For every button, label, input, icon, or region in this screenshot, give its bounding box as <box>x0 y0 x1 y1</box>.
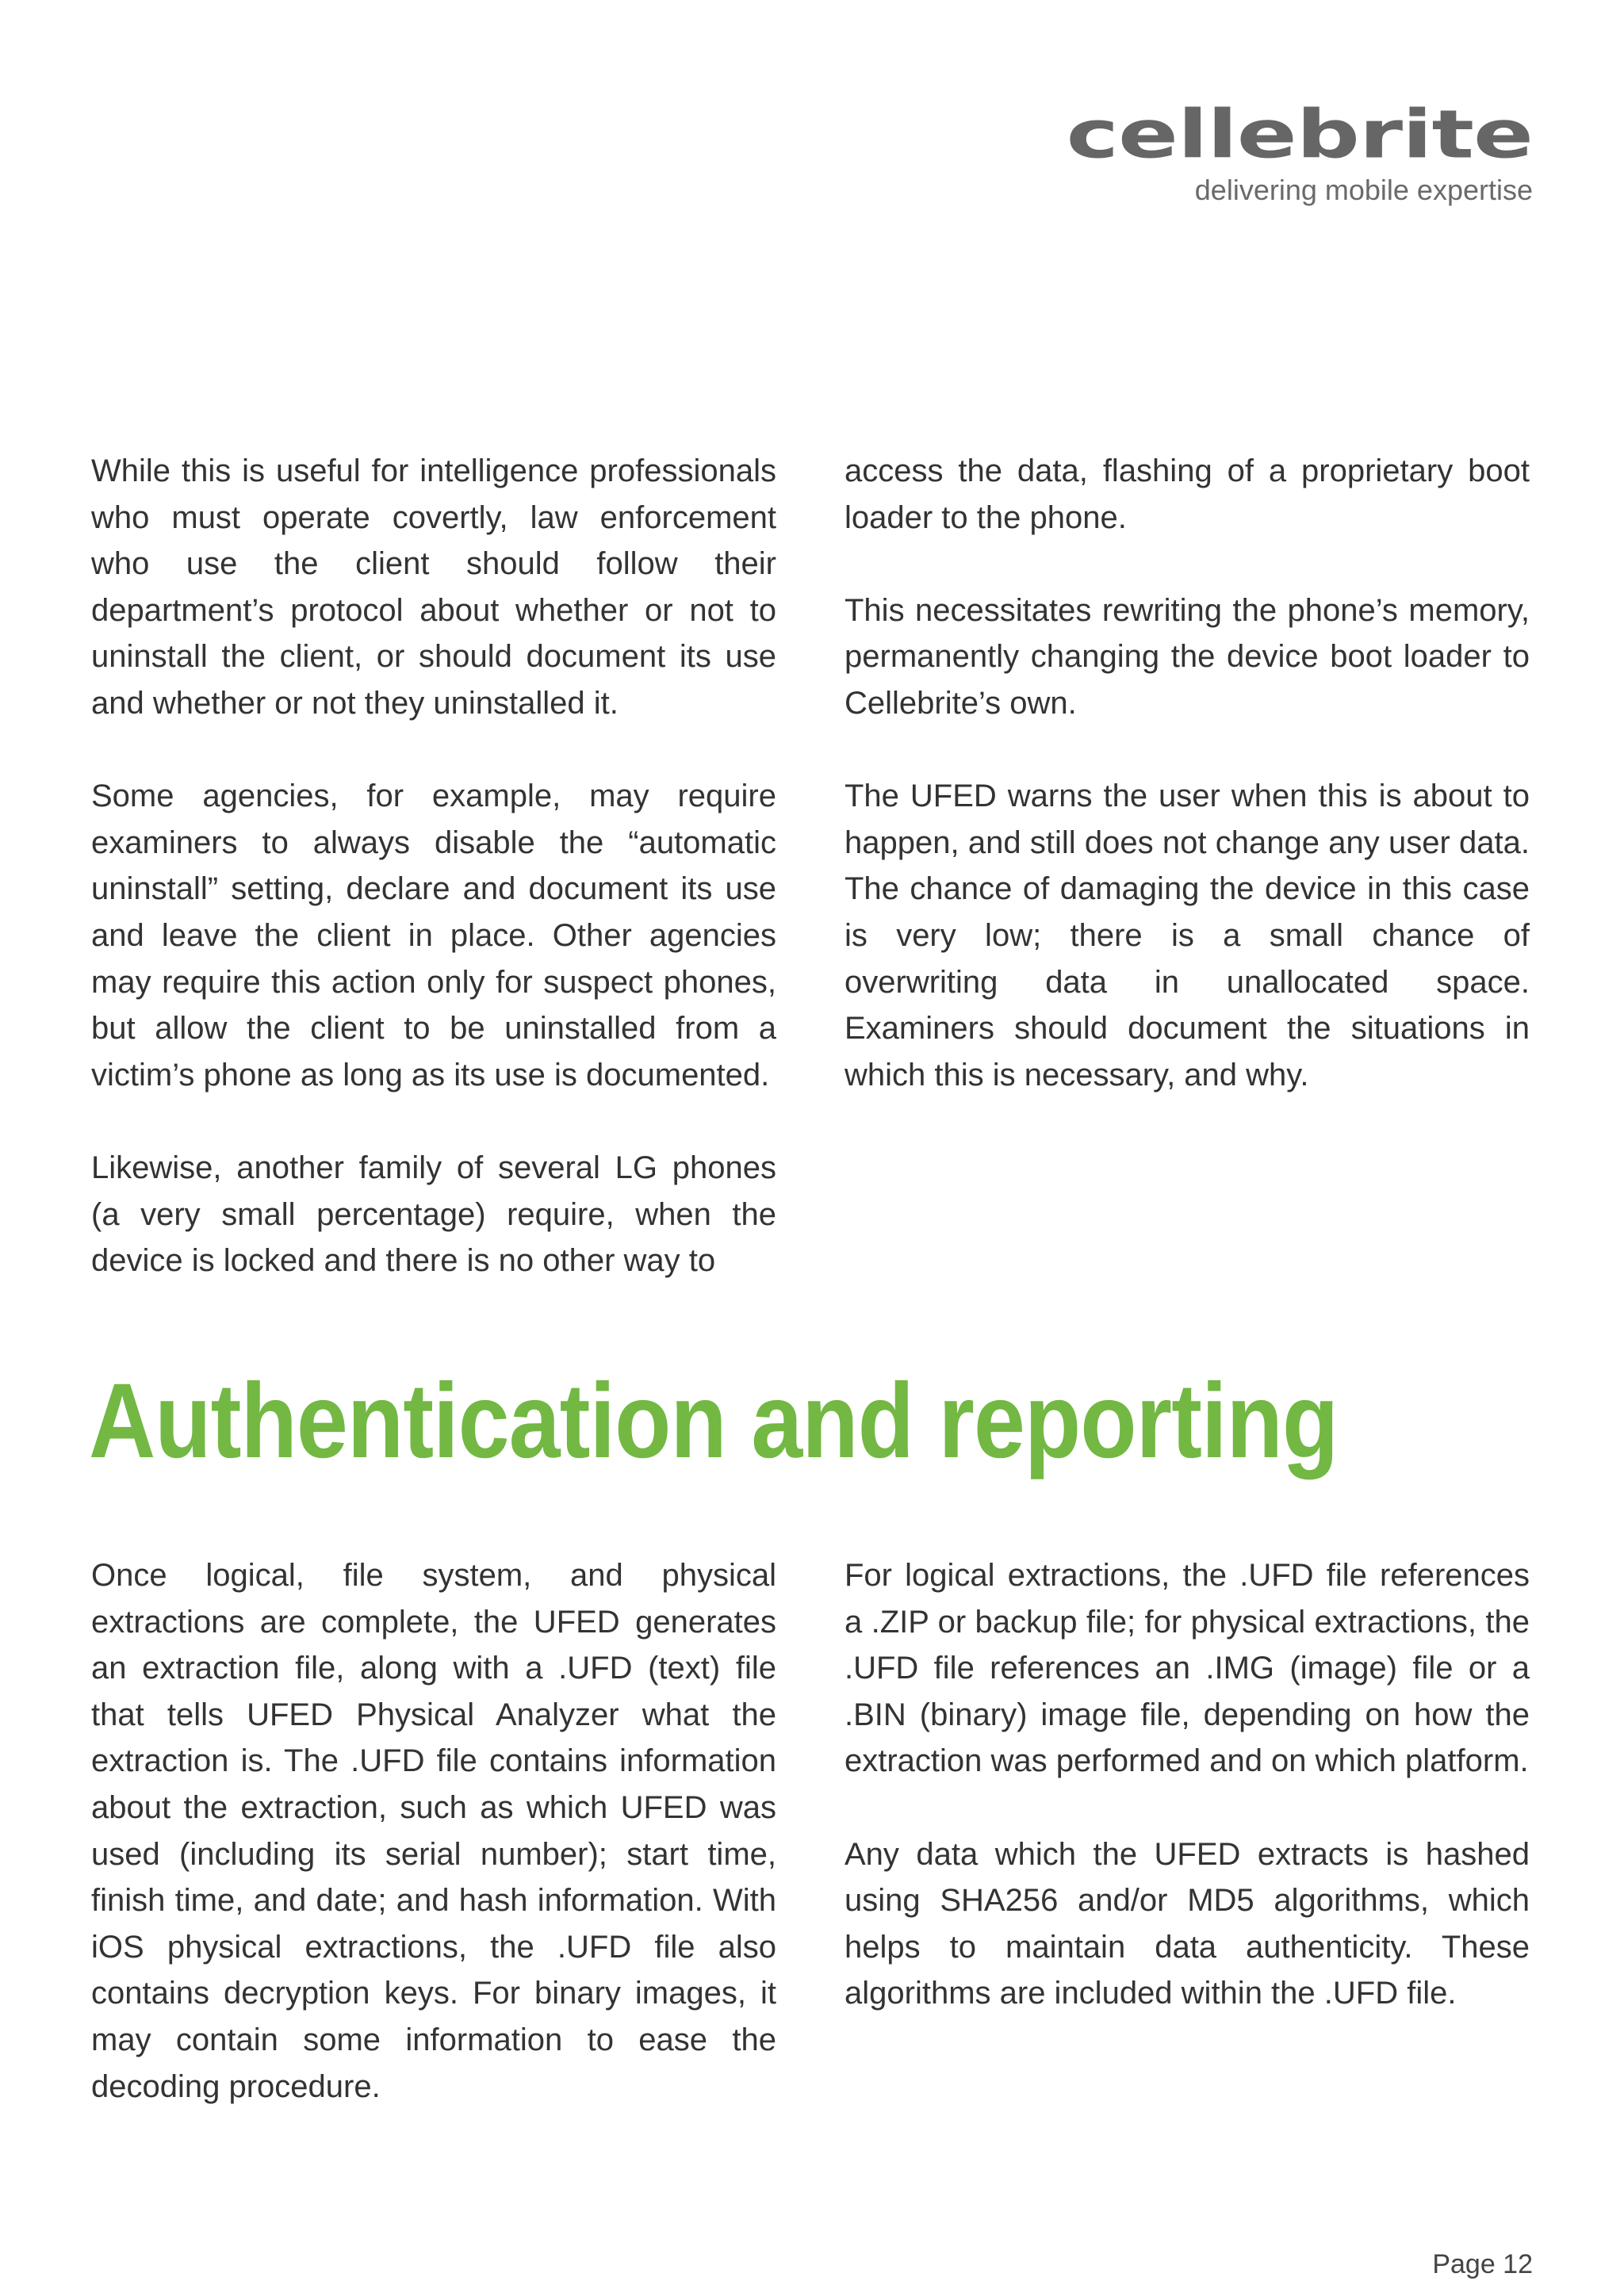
paragraph: For logical extractions, the .UFD file references a .ZIP or backup file; for physical extractions, the .UFD file references an .IMG (image) file or a .BIN (binary) image file, depending on how the extraction was performed and on which platform. <box>845 1558 1530 1779</box>
paragraph: Likewise, another family of several LG phones (a very small percentage) require, when the device is locked and there is no other way to <box>91 1150 776 1279</box>
logo-tagline: delivering mobile expertise <box>1194 174 1533 206</box>
top-right-column <box>845 448 1530 1098</box>
paragraph: Once logical, file system, and physical extractions are complete, the UFED generates an extraction file, along with a .UFD (text) file that tells UFED Physical Analyzer what the extraction is. The .UFD file contains information about the extraction, such as which UFED was used (including its serial number); start time, finish time, and date; and hash information. With iOS physical extractions, the .UFD file also contains decryption keys. For binary images, it may contain some information to ease the decoding procedure. <box>91 1558 776 2104</box>
paragraph: Any data which the UFED extracts is hashed using SHA256 and/or MD5 algorithms, which helps to maintain data authenticity. These algorithms are included within the .UFD file. <box>845 1836 1530 2011</box>
bottom-right-column <box>845 1552 1530 2017</box>
paragraph: access the data, flashing of a proprietary boot loader to the phone. <box>845 453 1530 535</box>
paragraph: Some agencies, for example, may require examiners to always disable the “automatic uninstall” setting, declare and document its use and leave the client in place. Other agencies may require this action only for suspect phones, but allow the client to be uninstalled from a victim’s phone as long as its use is documented. <box>91 779 776 1093</box>
bottom-left-column <box>91 1552 776 2110</box>
paragraph: The UFED warns the user when this is about to happen, and still does not change any user data. The chance of damaging the device in this case is very low; there is a small chance of overwriting data in unallocated space. Examiners should document the situations in which this is necessary, and why. <box>845 779 1530 1093</box>
page-number: Page 12 <box>1432 2249 1533 2279</box>
paragraph: While this is useful for intelligence professionals who must operate covertly, law enforcement who use the client should follow their department’s protocol about whether or not to uninstall the client, or should document its use and whether or not they uninstalled it. <box>91 453 776 721</box>
paragraph: This necessitates rewriting the phone’s memory, permanently changing the device boot loader to Cellebrite’s own. <box>845 592 1530 721</box>
top-left-column <box>91 448 776 1284</box>
logo-wordmark: cellebrite <box>1066 96 1533 174</box>
section-heading: Authentication and reporting <box>89 1362 1339 1480</box>
cellebrite-logo <box>1067 79 1533 206</box>
